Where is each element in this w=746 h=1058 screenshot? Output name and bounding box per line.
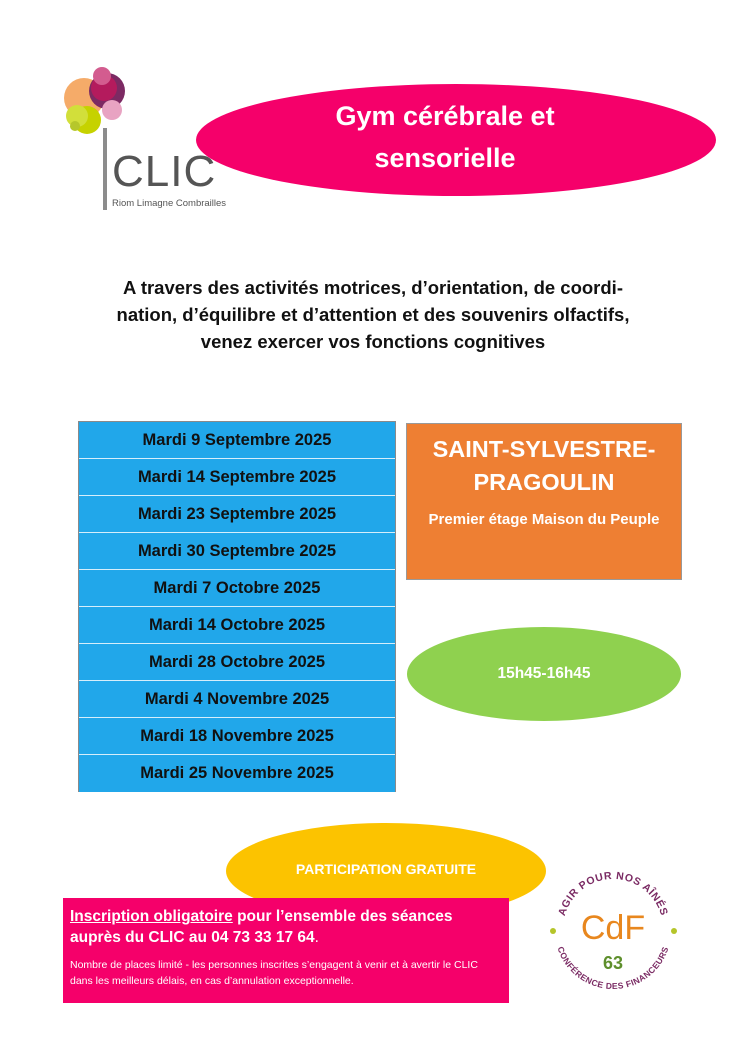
registration-required: Inscription obligatoire [70,908,233,925]
date-row: Mardi 4 Novembre 2025 [79,681,395,718]
logo-circle-lightpink [102,100,122,120]
title-line-2: sensorielle [374,143,516,173]
location-city-line-1: SAINT-SYLVESTRE- [432,436,656,462]
page-title [275,95,615,179]
logo-circle-green-small [70,121,80,131]
participation-badge: PARTICIPATION GRATUITE [226,823,546,919]
cdf-dot-right [671,928,677,934]
cdf-dot-left [550,928,556,934]
logo-subtitle: Riom Limagne Combrailles [112,198,227,209]
cdf-bottom-arc: CONFÉRENCE DES FINANCEURS [555,945,671,992]
cdf-logo [541,857,686,997]
cdf-top-arc: AGIR POUR NOS AÎNÉS [555,869,671,918]
date-row: Mardi 28 Octobre 2025 [79,644,395,681]
date-row: Mardi 23 Septembre 2025 [79,496,395,533]
time-badge: 15h45-16h45 [407,627,681,721]
logo-stem [103,128,107,210]
date-row: Mardi 14 Octobre 2025 [79,607,395,644]
cdf-letters: CdF [580,909,646,947]
registration-box [63,898,509,1003]
location-box [406,423,682,580]
date-row: Mardi 14 Septembre 2025 [79,459,395,496]
logo-name: CLIC [112,147,217,196]
date-row: Mardi 25 Novembre 2025 [79,755,395,792]
location-city [407,433,681,499]
registration-phone: auprès du CLIC au 04 73 33 17 64 [70,929,315,946]
title-line-1: Gym cérébrale et [335,101,555,131]
location-place: Premier étage Maison du Peuple [428,511,660,528]
registration-text-1: pour l’ensemble des séances [232,908,453,925]
date-row: Mardi 7 Octobre 2025 [79,570,395,607]
registration-main [70,906,502,948]
registration-period: . [314,929,319,946]
logo-circle-pink [93,67,111,85]
cdf-number: 63 [602,953,624,973]
intro-paragraph [60,274,686,355]
date-row: Mardi 9 Septembre 2025 [79,422,395,459]
date-row: Mardi 18 Novembre 2025 [79,718,395,755]
intro-line-3: venez exercer vos fonctions cognitives [200,331,546,352]
intro-line-1: A travers des activités motrices, d’orientation, de coordi- [123,277,623,298]
location-city-line-2: PRAGOULIN [473,469,615,495]
dates-table [78,421,396,792]
date-row: Mardi 30 Septembre 2025 [79,533,395,570]
intro-line-2: nation, d’équilibre et d’attention et des souvenirs olfactifs, [116,304,630,325]
registration-note: Nombre de places limité - les personnes inscrites s’engagent à venir et à avertir le CLIC dans les meilleurs délais, en cas d’annulation exceptionnelle. [70,959,478,987]
